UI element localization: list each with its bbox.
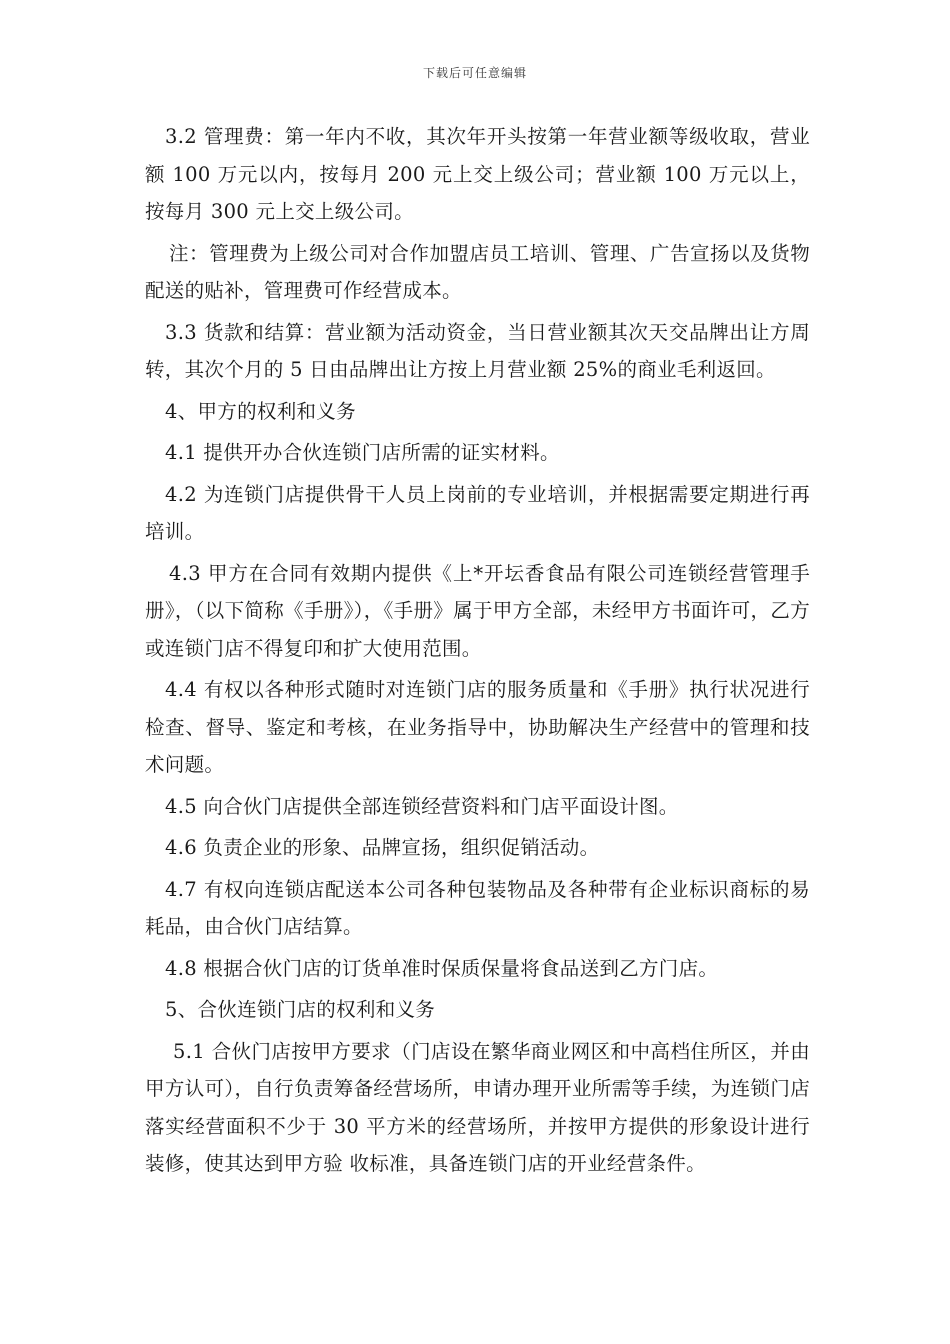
page-header-note: 下载后可任意编辑: [422, 66, 527, 80]
paragraph-note: 注：管理费为上级公司对合作加盟店员工培训、管理、广告宣扬以及货物配送的贴补，管理费可作经营成本。: [145, 241, 810, 302]
section-heading-5: 5、合伙连锁门店的权利和义务: [165, 998, 436, 1021]
paragraph-5-1: 5.1 合伙门店按甲方要求（门店设在繁华商业网区和中高档住所区，并由甲方认可），自行负责筹备经营场所，申请办理开业所需等手续，为连锁门店落实经营面积不少于 30 平方米的经营场所，并按甲方提供的形象设计进行装修，使其达到甲方验 收标准，具备连锁门店的开业经营条件。: [145, 1039, 810, 1175]
paragraph-3-3: 3.3 货款和结算：营业额为活动资金，当日营业额其次天交品牌出让方周转，其次个月的 5 日由品牌出让方按上月营业额 25%的商业毛利返回。: [145, 320, 810, 381]
document-body: [145, 118, 810, 1187]
paragraph-4-2: 4.2 为连锁门店提供骨干人员上岗前的专业培训，并根据需要定期进行再培训。: [145, 482, 810, 543]
paragraph-3-2: 3.2 管理费：第一年内不收，其次年开头按第一年营业额等级收取，营业额 100 万元以内，按每月 200 元上交上级公司；营业额 100 万元以上，按每月 300 元上交上级公司。: [145, 125, 810, 223]
section-heading-4: 4、甲方的权利和义务: [165, 399, 356, 423]
paragraph-4-7: 4.7 有权向连锁店配送本公司各种包装物品及各种带有企业标识商标的易耗品，由合伙门店结算。: [145, 877, 810, 938]
paragraph-4-5: 4.5 向合伙门店提供全部连锁经营资料和门店平面设计图。: [165, 794, 679, 818]
paragraph-4-1: 4.1 提供开办合伙连锁门店所需的证实材料。: [165, 441, 560, 464]
paragraph-4-6: 4.6 负责企业的形象、品牌宣扬，组织促销活动。: [165, 836, 600, 859]
paragraph-4-8: 4.8 根据合伙门店的订货单准时保质保量将食品送到乙方门店。: [165, 956, 719, 980]
paragraph-4-3: 4.3 甲方在合同有效期内提供《上*开坛香食品有限公司连锁经营管理手册》，（以下简称《手册》），《手册》属于甲方全部，未经甲方书面许可，乙方或连锁门店不得复印和扩大使用范围。: [145, 561, 810, 660]
paragraph-4-4: 4.4 有权以各种形式随时对连锁门店的服务质量和《手册》执行状况进行检查、督导、鉴定和考核，在业务指导中，协助解决生产经营中的管理和技术问题。: [145, 678, 810, 776]
